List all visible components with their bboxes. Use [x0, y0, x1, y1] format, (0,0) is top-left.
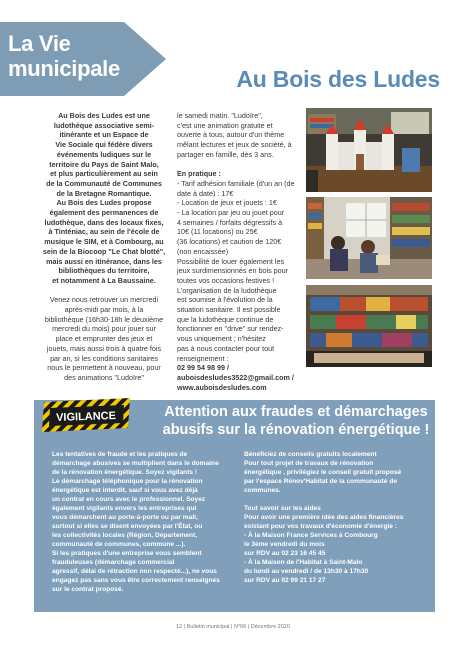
vigilance-title: Attention aux fraudes et démarchages abusifs sur la rénovation énergétique ! [162, 404, 430, 438]
practical-list: - Tarif adhésion familiale (d'un an (de date à date) : 17€ - Location de jeux et jouets : 1€ - La location par jeu ou jouet pour 4 semaines / forfaits dégressifs à 10€ (11 locations) ou 25€ (36 locations) et caution de 120€ (non encaissée) Possibilité de louer également les jeux surdimensionnés en bois pour toutes vos occasions festives ! L'organisation de la ludothèque est soumise à l'évolution de la situation sanitaire. Il est possible que la ludothèque continue de fonctionner en "drive" sur rendez- vous uniquement ; n'hésitez pas à nous contacter pour tout renseignement : [177, 178, 295, 363]
vigilance-badge-shape [38, 398, 134, 432]
photo-library-shelves [306, 285, 432, 367]
section-title-line2: municipale [8, 56, 120, 81]
article-paragraph: le samedi matin. "Ludoïre", c'est une animation gratuite et ouverte à tous, autour d'un thème mêlant lectures et jeux de société, à partager en famille, dès 3 ans. [177, 111, 292, 159]
section-tab [0, 22, 168, 96]
section-title-line1: La Vie [8, 31, 71, 56]
practical-heading: En pratique : [177, 169, 221, 179]
vigilance-column-2 [244, 450, 428, 585]
article-intro-paragraph: Au Bois des Ludes est une ludothèque associative semi- itinérante et un Espace de Vie Sociale qui fédère divers événements ludiques sur le territoire du Pays de Saint Malo, et plus particulièrement au sein de la Communauté de Communes de la Bretagne Romantique. Au Bois des Ludes propose également des permanences de ludothèque, dans des locaux fixes, à Tinténiac, au sein de l'école de musique le SIM, et à Combourg, au sein de la Biocoop "Le Chat blotté", mais aussi en itinérance, dans les bibliothèques du territoire, et notamment à La Baussaine. [42, 111, 166, 285]
vigilance-badge [38, 398, 134, 432]
article-title: Au Bois des Ludes [236, 66, 440, 92]
photo-children-reading [306, 197, 432, 279]
article-paragraph: Venez nous retrouver un mercredi après-midi par mois, à la bibliothèque (16h30-18h le deuxième mercredi du mois) pour jouer sur place et emprunter des jeux et jouets, mais aussi trois à quatre fois par an, si les conditions sanitaires nous le permettent à nouveau, pour des animations "Ludoïre" [44, 295, 164, 382]
article-column-1 [42, 111, 166, 383]
contact-info: 02 99 54 98 99 / auboisdesludes3522@gmail.com / www.auboisdesludes.com [177, 363, 294, 392]
vigilance-advice-text: Bénéficiez de conseils gratuits localement Pour tout projet de travaux de rénovation énergétique , privilégiez le conseil gratuit proposé par l'espace Rénov'Habitat de la communauté de communes. Tout savoir sur les aides Pour avoir une première idée des aides financières existant pour vos travaux d'économie d'énergie : - À la Maison France Services à Combourg le 3ème vendredi du mois sur RDV au 02 23 16 45 45 - À la Maison de l'Habitat à Saint-Malo du lundi au vendredi / de 13h30 à 17h30 sur RDV au 02 99 21 17 27 [244, 451, 404, 584]
vigilance-fraud-text: Les tentatives de fraude et les pratiques de démarchage abusives se multiplient dans le domaine de la rénovation énergétique. Soyez vigilants ! Le démarchage téléphonique pour la rénovation énergétique est interdit, sauf si vous avez déjà un contrat en cours avec le professionnel. Soyez également vigilants envers les entreprises qui vous démarchent au porte-à-porte ou par mail, surtout si elles se disent envoyées par l'État, ou les collectivités locales (Région, Département, communauté de communes, commune ...). Si les pratiques d'une entreprise vous semblent frauduleuses (démarchage commercial agressif, délai de rétraction non respecté...), ne vous engagez pas sans vous être correctement renseignés sur le contrat proposé. [52, 451, 220, 593]
vigilance-badge-label: VIGILANCE [55, 409, 117, 425]
vigilance-column-1 [52, 450, 232, 594]
article-column-2 [177, 111, 298, 392]
page-footer: 12 | Bulletin municipal | N°66 | Décembre 2020 [176, 624, 290, 630]
photo-castle-game [306, 108, 432, 192]
